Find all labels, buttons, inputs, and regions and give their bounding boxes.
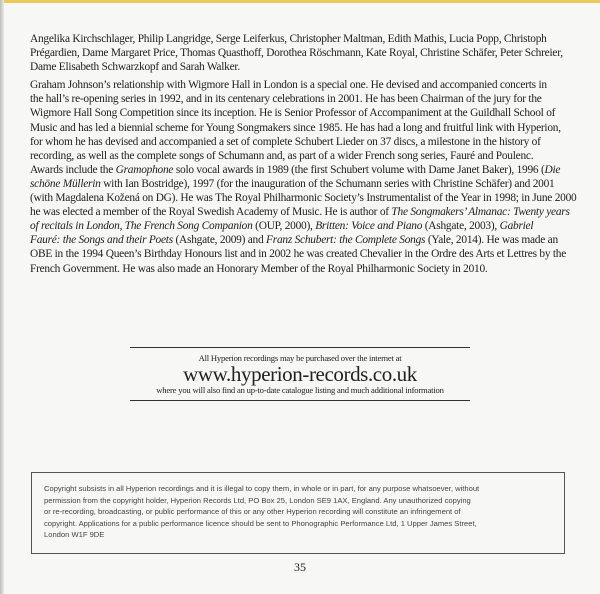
text-segment: recording, as well as the complete songs of Schumann and, as part of a wider French song series, Fauré and Poulenc. bbox=[30, 149, 534, 162]
text-line bbox=[30, 205, 575, 219]
text-line bbox=[30, 60, 575, 74]
italic-title: schöne Müllerin bbox=[30, 177, 101, 190]
paragraph bbox=[30, 78, 575, 275]
text-line bbox=[30, 262, 575, 276]
copyright-line: copyright. Applications for a public performance licence should be sent to Phonographic Performance Ltd, 1 Upper James Street, bbox=[44, 518, 477, 528]
text-segment: Dame Elisabeth Schwarzkopf and Sarah Walker. bbox=[30, 61, 240, 74]
text-segment: (Ashgate, 2003), bbox=[422, 220, 500, 233]
text-segment: French Government. He was also made an Honorary Member of the Royal Philharmonic Society in 2010. bbox=[30, 262, 488, 275]
text-line bbox=[30, 149, 575, 163]
text-segment: Angelika Kirchschlager, Philip Langridge, Serge Leiferkus, Christopher Maltman, Edith Mathis, Lucia Popp, Christoph bbox=[30, 33, 547, 45]
italic-title: of recitals in London bbox=[30, 220, 120, 233]
copyright-line: permission from the copyright holder, Hyperion Records Ltd, PO Box 25, London SE9 1AX, England. Any unauthorized copying bbox=[44, 495, 471, 505]
text-segment: OBE in the 1994 Queen’s Birthday Honours list and in 2002 he was created Chevalier in the Ordre des Arts et Lettres by the bbox=[30, 248, 567, 261]
text-line bbox=[30, 163, 575, 177]
italic-title: The Songmakers’ Almanac: Twenty years bbox=[391, 206, 570, 219]
text-segment: solo vocal awards in 1989 (the first Schubert volume with Dame Janet Baker), 1996 ( bbox=[173, 163, 545, 176]
italic-title: Fauré: the Songs and their Poets bbox=[30, 234, 173, 247]
website-url[interactable]: www.hyperion-records.co.uk bbox=[183, 362, 417, 386]
page-top-edge bbox=[0, 0, 600, 3]
biography-text bbox=[30, 32, 575, 280]
text-line bbox=[30, 177, 575, 191]
copyright-notice-box bbox=[31, 472, 565, 554]
text-line bbox=[30, 233, 575, 247]
text-segment: (Ashgate, 2009) and bbox=[172, 234, 267, 247]
website-notice-intro: All Hyperion recordings may be purchased over the internet at bbox=[198, 353, 402, 363]
italic-title: Gabriel bbox=[499, 220, 534, 233]
copyright-line: Copyright subsists in all Hyperion recordings and it is illegal to copy them, in whole or in part, for any purpose whatsoever, without bbox=[44, 484, 480, 493]
text-line bbox=[30, 106, 575, 120]
text-segment: Awards include the bbox=[30, 163, 116, 176]
text-line bbox=[30, 78, 575, 92]
text-segment: with Ian Bostridge), 1997 (for the inauguration of the Schumann series with Christine Schäfer) and 2001 bbox=[100, 177, 555, 190]
italic-title: Franz Schubert: the Complete Songs bbox=[266, 234, 426, 247]
text-line bbox=[30, 46, 575, 60]
text-segment: (Yale, 2014). He was made an bbox=[425, 234, 558, 247]
text-line bbox=[30, 32, 575, 46]
text-line bbox=[30, 219, 575, 233]
text-segment: Graham Johnson’s relationship with Wigmore Hall in London is a special one. He devised and accompanied concerts in bbox=[30, 79, 547, 92]
website-notice bbox=[130, 347, 470, 401]
text-segment: , bbox=[119, 220, 125, 233]
paragraph bbox=[30, 32, 575, 74]
copyright-line: London W1F 9DE bbox=[44, 530, 105, 539]
text-segment: he was elected a member of the Royal Swedish Academy of Music. He is author of bbox=[30, 206, 392, 219]
text-segment: for whom he has devised and accompanied a set of complete Schubert Lieder on 37 discs, a milestone in the history of bbox=[30, 135, 541, 148]
text-line bbox=[30, 191, 575, 205]
text-segment: (with Magdalena Kožená on DG). He was The Royal Philharmonic Society’s Instrumentalist of the Year in 1998; in June 2000 bbox=[30, 192, 577, 205]
page-number: 35 bbox=[294, 560, 306, 574]
italic-title: Britten: Voice and Piano bbox=[315, 220, 423, 233]
text-segment: (OUP, 2000), bbox=[252, 220, 316, 233]
text-line bbox=[30, 92, 575, 106]
text-segment: Music and has led a biennial scheme for Young Songmakers since 1985. He has had a long and fruitful link with Hyperion, bbox=[30, 121, 561, 134]
italic-title: Die bbox=[544, 163, 561, 176]
text-line bbox=[30, 247, 575, 261]
text-line bbox=[30, 135, 575, 149]
website-notice-detail: where you will also find an up-to-date catalogue listing and much additional information bbox=[156, 385, 444, 395]
text-segment: the hall’s re-opening series in 1992, and in its centenary celebrations in 2001. He has been Chairman of the jury for the bbox=[30, 93, 542, 106]
text-segment: Wigmore Hall Song Competition since its inception. He is Senior Professor of Accompaniment at the Guildhall School of bbox=[30, 107, 556, 120]
text-segment: Prégardien, Dame Margaret Price, Thomas Quasthoff, Dorothea Röschmann, Kate Royal, Christine Schäfer, Peter Schreier, bbox=[30, 47, 563, 60]
italic-title: The French Song Companion bbox=[124, 220, 253, 233]
text-line bbox=[30, 121, 575, 135]
page-binding-shadow bbox=[0, 0, 4, 594]
italic-title: Gramophone bbox=[115, 163, 174, 176]
copyright-line: or re-recording, broadcasting, or public performance of this or any other Hyperion recording will constitute an infringement of bbox=[44, 507, 461, 516]
